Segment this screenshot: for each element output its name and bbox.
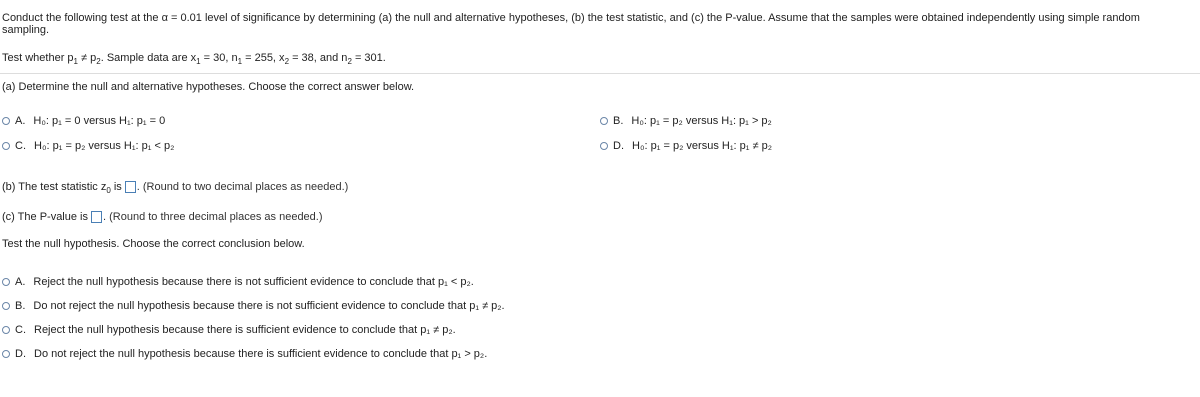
part-b: (b) The test statistic $z_0$ is . (Round to two decimal places as needed.) bbox=[2, 181, 349, 195]
intro-line-1: Conduct the following test at the α = 0.01 level of significance by determining (a) the null and alternative hypotheses, (b) the test statistic, and (c) the P-value. Assume that the samples were obtained independently using simple random bbox=[2, 12, 1140, 24]
option-text: Do not reject the null hypothesis because there is sufficient evidence to conclude that p₁ > p₂. bbox=[34, 348, 488, 360]
part-a-option-b[interactable] bbox=[600, 114, 772, 128]
conclusion-label: Test the null hypothesis. Choose the correct conclusion below. bbox=[2, 238, 305, 250]
intro-line-2: sampling. bbox=[2, 24, 50, 36]
test-prefix: Test whether p bbox=[2, 52, 74, 64]
part-b-label: (b) The test statistic z bbox=[2, 181, 107, 193]
conclusion-option-a[interactable] bbox=[2, 275, 474, 289]
radio-icon[interactable] bbox=[2, 278, 10, 286]
part-c-label: (c) The P-value is bbox=[2, 211, 88, 223]
test-n1: = 255, x bbox=[242, 52, 285, 64]
test-n2: = 301. bbox=[351, 52, 386, 64]
radio-icon[interactable] bbox=[600, 142, 608, 150]
part-c bbox=[2, 210, 323, 224]
test-statistic-input[interactable] bbox=[125, 181, 136, 193]
option-letter: B. bbox=[15, 300, 26, 312]
option-letter: C. bbox=[15, 324, 26, 336]
conclusion-option-b[interactable] bbox=[2, 299, 505, 313]
part-b-label-post: is bbox=[110, 181, 122, 193]
radio-icon[interactable] bbox=[2, 326, 10, 334]
option-text: Do not reject the null hypothesis because there is not sufficient evidence to conclude that p₁ ≠ p₂. bbox=[33, 300, 505, 312]
test-data-text: . Sample data are x bbox=[100, 52, 197, 64]
radio-icon[interactable] bbox=[2, 142, 10, 150]
option-letter: A. bbox=[15, 115, 26, 127]
test-middle: ≠ p bbox=[78, 52, 97, 64]
option-text: H₀: p₁ = p₂ versus H₁: p₁ < p₂ bbox=[34, 140, 175, 152]
conclusion-option-c[interactable] bbox=[2, 323, 456, 337]
p-value-input[interactable] bbox=[91, 211, 102, 223]
option-letter: D. bbox=[15, 348, 26, 360]
test-x1: = 30, n bbox=[200, 52, 238, 64]
option-text: Reject the null hypothesis because there is sufficient evidence to conclude that p₁ ≠ p₂. bbox=[34, 324, 456, 336]
radio-icon[interactable] bbox=[2, 117, 10, 125]
option-letter: A. bbox=[15, 276, 26, 288]
option-text: H₀: p₁ = p₂ versus H₁: p₁ ≠ p₂ bbox=[632, 140, 773, 152]
test-statement: Test whether $p_1 \ne p_2$. Sample data are $x_1 = 30$, $n_1 = 255$, $x_2 = 38$, and $n_2 = 301$. bbox=[2, 52, 386, 66]
radio-icon[interactable] bbox=[600, 117, 608, 125]
conclusion-option-d[interactable] bbox=[2, 347, 487, 361]
divider bbox=[0, 73, 1200, 74]
option-letter: C. bbox=[15, 140, 26, 152]
radio-icon[interactable] bbox=[2, 302, 10, 310]
part-a-option-c[interactable] bbox=[2, 139, 174, 153]
option-letter: B. bbox=[613, 115, 624, 127]
option-text: H₀: p₁ = p₂ versus H₁: p₁ > p₂ bbox=[631, 115, 772, 127]
part-b-hint: . (Round to two decimal places as needed.) bbox=[136, 181, 349, 193]
option-text: Reject the null hypothesis because there is not sufficient evidence to conclude that p₁ < p₂. bbox=[33, 276, 474, 288]
test-x2: = 38, and n bbox=[289, 52, 348, 64]
part-a-option-a[interactable] bbox=[2, 114, 165, 128]
part-a-label: (a) Determine the null and alternative hypotheses. Choose the correct answer below. bbox=[2, 81, 415, 93]
option-text: H₀: p₁ = 0 versus H₁: p₁ = 0 bbox=[33, 115, 166, 127]
part-c-hint: . (Round to three decimal places as needed.) bbox=[103, 211, 323, 223]
part-a-option-d[interactable] bbox=[600, 139, 772, 153]
radio-icon[interactable] bbox=[2, 350, 10, 358]
option-letter: D. bbox=[613, 140, 624, 152]
